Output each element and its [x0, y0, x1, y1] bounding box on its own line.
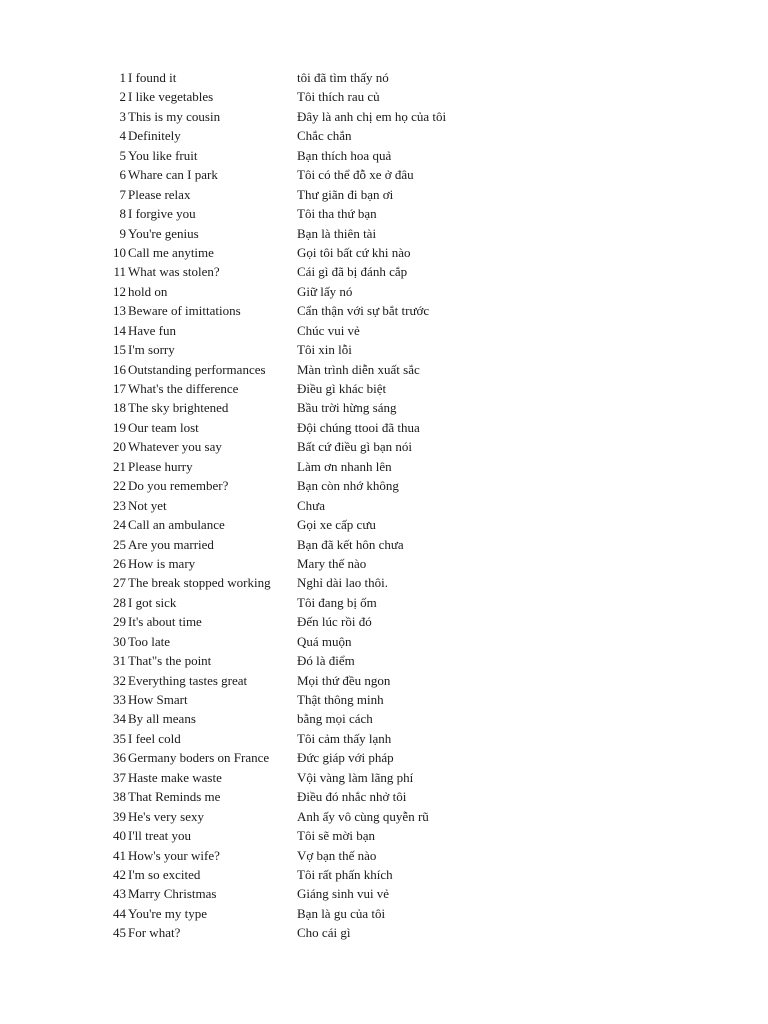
- english-phrase: Whare can I park: [128, 167, 218, 183]
- table-row: [0, 884, 768, 903]
- table-row: [0, 709, 768, 728]
- vietnamese-translation: Thật thông minh: [297, 692, 384, 707]
- english-phrase: Have fun: [128, 322, 177, 338]
- table-row: [0, 282, 768, 301]
- vietnamese-translation: Nghỉ dài lao thôi.: [297, 575, 388, 591]
- row-number: 34: [113, 711, 126, 727]
- row-number: 37: [113, 769, 126, 785]
- english-phrase: I feel cold: [128, 730, 181, 746]
- vietnamese-translation: Tôi tha thứ bạn: [297, 206, 377, 222]
- vietnamese-translation: Thư giãn đi bạn ơi: [297, 186, 394, 202]
- table-row: [0, 865, 768, 884]
- vietnamese-translation: Đó là điểm: [297, 653, 355, 669]
- row-number: 6: [119, 167, 126, 183]
- english-phrase: Are you married: [128, 536, 214, 552]
- row-number: 36: [113, 750, 126, 766]
- row-number: 38: [113, 789, 126, 805]
- row-number: 31: [113, 653, 126, 669]
- table-row: [0, 262, 768, 281]
- row-number: 2: [119, 89, 126, 105]
- table-row: [0, 515, 768, 534]
- english-phrase: I forgive you: [128, 206, 196, 222]
- vietnamese-translation: Tôi rất phấn khích: [297, 866, 393, 882]
- vietnamese-translation: Bất cứ điều gì bạn nói: [297, 439, 412, 455]
- table-row: [0, 923, 768, 942]
- english-phrase: What was stolen?: [128, 264, 220, 280]
- vietnamese-translation: Chúc vui vẻ: [297, 322, 360, 338]
- table-row: [0, 360, 768, 379]
- vietnamese-translation: Đây là anh chị em họ của tôi: [297, 108, 447, 124]
- vietnamese-translation: Giáng sinh vui vẻ: [297, 886, 390, 902]
- english-phrase: Whatever you say: [128, 439, 222, 455]
- vietnamese-translation: Cẩn thận với sự bắt trước: [297, 303, 430, 319]
- vietnamese-translation: Tôi có thể đỗ xe ở đâu: [297, 167, 414, 183]
- english-phrase: That Reminds me: [128, 789, 221, 805]
- table-row: [0, 671, 768, 690]
- vietnamese-translation: bằng mọi cách: [297, 711, 373, 727]
- english-phrase: This is my cousin: [128, 108, 221, 124]
- english-phrase: I like vegetables: [128, 89, 214, 105]
- vietnamese-translation: Bầu trời hừng sáng: [297, 400, 397, 416]
- table-row: [0, 204, 768, 223]
- english-phrase: Not yet: [128, 497, 167, 513]
- row-number: 24: [113, 517, 126, 533]
- table-row: [0, 476, 768, 495]
- table-row: [0, 612, 768, 631]
- row-number: 42: [113, 866, 126, 882]
- english-phrase: Haste make waste: [128, 769, 222, 785]
- english-phrase: Do you remember?: [128, 478, 229, 494]
- row-number: 10: [113, 244, 126, 260]
- english-phrase: I'm sorry: [128, 342, 175, 358]
- vietnamese-translation: Chắc chắn: [297, 128, 352, 144]
- english-phrase: Our team lost: [128, 419, 199, 435]
- vietnamese-translation: Tôi xin lỗi: [297, 342, 352, 358]
- table-row: [0, 224, 768, 243]
- table-row: [0, 165, 768, 184]
- row-number: 18: [113, 400, 126, 416]
- english-phrase: Germany boders on France: [128, 750, 270, 766]
- row-number: 8: [119, 206, 126, 222]
- table-row: [0, 340, 768, 359]
- row-number: 19: [113, 419, 126, 435]
- vietnamese-translation: Vội vàng làm lãng phí: [297, 769, 414, 785]
- english-phrase: Definitely: [128, 128, 181, 144]
- vietnamese-translation: Chưa: [297, 497, 325, 513]
- table-row: [0, 126, 768, 145]
- vietnamese-translation: Vợ bạn thế nào: [297, 847, 377, 863]
- table-row: [0, 321, 768, 340]
- english-phrase: That"s the point: [128, 653, 212, 669]
- row-number: 40: [113, 828, 126, 844]
- english-phrase: Call an ambulance: [128, 517, 225, 533]
- row-number: 43: [113, 886, 126, 902]
- english-phrase: Too late: [128, 633, 171, 649]
- english-phrase: Please relax: [128, 186, 191, 202]
- vietnamese-translation: Điều đó nhắc nhở tôi: [297, 789, 407, 805]
- english-phrase: I got sick: [128, 594, 177, 610]
- english-phrase: The break stopped working: [128, 575, 271, 591]
- table-row: [0, 748, 768, 767]
- table-row: [0, 593, 768, 612]
- table-row: [0, 68, 768, 87]
- row-number: 28: [113, 594, 126, 610]
- row-number: 33: [113, 692, 126, 707]
- row-number: 9: [119, 225, 126, 241]
- table-row: [0, 87, 768, 106]
- english-phrase: hold on: [128, 283, 168, 299]
- row-number: 39: [113, 808, 126, 824]
- english-phrase: I found it: [128, 70, 177, 85]
- table-row: [0, 787, 768, 806]
- english-phrase: You're my type: [128, 905, 208, 921]
- table-row: [0, 632, 768, 651]
- row-number: 5: [119, 147, 126, 163]
- row-number: 22: [113, 478, 126, 494]
- vietnamese-translation: Tôi thích rau củ: [297, 89, 380, 105]
- table-row: [0, 729, 768, 748]
- vietnamese-translation: Bạn đã kết hôn chưa: [297, 536, 404, 552]
- english-phrase: How's your wife?: [128, 847, 220, 863]
- row-number: 12: [113, 283, 126, 299]
- table-row: [0, 146, 768, 165]
- english-phrase: You like fruit: [128, 147, 198, 163]
- english-phrase: Please hurry: [128, 458, 193, 474]
- table-row: [0, 185, 768, 204]
- vietnamese-translation: Gọi xe cấp cưu: [297, 517, 376, 533]
- english-phrase: I'll treat you: [128, 828, 191, 844]
- row-number: 16: [113, 361, 126, 377]
- english-phrase: How Smart: [128, 692, 188, 707]
- vietnamese-translation: Mary thế nào: [297, 555, 367, 571]
- phrase-table: [0, 68, 768, 943]
- vietnamese-translation: Quá muộn: [297, 633, 352, 649]
- row-number: 32: [113, 672, 126, 688]
- english-phrase: You're genius: [128, 225, 199, 241]
- english-phrase: How is mary: [128, 555, 196, 571]
- table-row: [0, 768, 768, 787]
- row-number: 21: [113, 458, 126, 474]
- vietnamese-translation: Bạn còn nhớ không: [297, 478, 399, 494]
- table-row: [0, 301, 768, 320]
- table-row: [0, 457, 768, 476]
- row-number: 29: [113, 614, 126, 630]
- table-row: [0, 243, 768, 262]
- row-number: 7: [119, 186, 126, 202]
- table-row: [0, 437, 768, 456]
- english-phrase: He's very sexy: [128, 808, 204, 824]
- row-number: 17: [113, 381, 126, 396]
- table-row: [0, 573, 768, 592]
- vietnamese-translation: Bạn thích hoa quả: [297, 147, 392, 163]
- vietnamese-translation: Giữ lấy nó: [297, 283, 353, 299]
- english-phrase: What's the difference: [128, 381, 239, 396]
- english-phrase: The sky brightened: [128, 400, 229, 416]
- vietnamese-translation: Tôi sẽ mời bạn: [297, 828, 375, 844]
- table-row: [0, 535, 768, 554]
- row-number: 11: [113, 264, 126, 280]
- vietnamese-translation: Làm ơn nhanh lên: [297, 458, 392, 474]
- row-number: 45: [113, 925, 126, 941]
- table-row: [0, 807, 768, 826]
- row-number: 20: [113, 439, 126, 455]
- english-phrase: Call me anytime: [128, 244, 214, 260]
- row-number: 23: [113, 497, 126, 513]
- vietnamese-translation: Tôi đang bị ốm: [297, 594, 377, 610]
- english-phrase: Everything tastes great: [128, 672, 248, 688]
- table-row: [0, 904, 768, 923]
- english-phrase: Outstanding performances: [128, 361, 266, 377]
- vietnamese-translation: Bạn là thiên tài: [297, 225, 377, 241]
- vietnamese-translation: Điều gì khác biệt: [297, 381, 387, 396]
- row-number: 35: [113, 730, 126, 746]
- vietnamese-translation: Gọi tôi bất cứ khi nào: [297, 244, 411, 260]
- english-phrase: For what?: [128, 925, 181, 941]
- vietnamese-translation: Tôi cảm thấy lạnh: [297, 730, 392, 746]
- vietnamese-translation: Bạn là gu của tôi: [297, 905, 386, 921]
- table-row: [0, 496, 768, 515]
- english-phrase: Marry Christmas: [128, 886, 217, 902]
- english-phrase: I'm so excited: [128, 866, 201, 882]
- table-row: [0, 107, 768, 126]
- row-number: 15: [113, 342, 126, 358]
- row-number: 25: [113, 536, 126, 552]
- vietnamese-translation: Đến lúc rồi đó: [297, 614, 372, 630]
- table-row: [0, 398, 768, 417]
- table-row: [0, 846, 768, 865]
- row-number: 1: [119, 70, 126, 85]
- row-number: 14: [113, 322, 126, 338]
- table-row: [0, 651, 768, 670]
- table-row: [0, 554, 768, 573]
- vietnamese-translation: Mọi thứ đều ngon: [297, 672, 391, 688]
- vietnamese-translation: Cho cái gì: [297, 925, 351, 941]
- row-number: 13: [113, 303, 126, 319]
- row-number: 30: [113, 633, 126, 649]
- vietnamese-translation: Anh ấy vô cùng quyễn rũ: [297, 808, 429, 824]
- english-phrase: It's about time: [128, 614, 202, 630]
- vietnamese-translation: tôi đã tìm thấy nó: [297, 70, 389, 85]
- vietnamese-translation: Đức giáp với pháp: [297, 750, 394, 766]
- row-number: 3: [119, 108, 126, 124]
- row-number: 27: [113, 575, 126, 591]
- vietnamese-translation: Cái gì đã bị đánh cắp: [297, 264, 408, 280]
- table-row: [0, 690, 768, 709]
- row-number: 44: [113, 905, 126, 921]
- vietnamese-translation: Đội chúng ttooi đã thua: [297, 419, 420, 435]
- table-row: [0, 826, 768, 845]
- row-number: 26: [113, 555, 126, 571]
- vietnamese-translation: Màn trình diễn xuất sắc: [297, 361, 420, 377]
- row-number: 4: [119, 128, 126, 144]
- english-phrase: By all means: [128, 711, 196, 727]
- table-row: [0, 379, 768, 398]
- row-number: 41: [113, 847, 126, 863]
- english-phrase: Beware of imittations: [128, 303, 241, 319]
- table-row: [0, 418, 768, 437]
